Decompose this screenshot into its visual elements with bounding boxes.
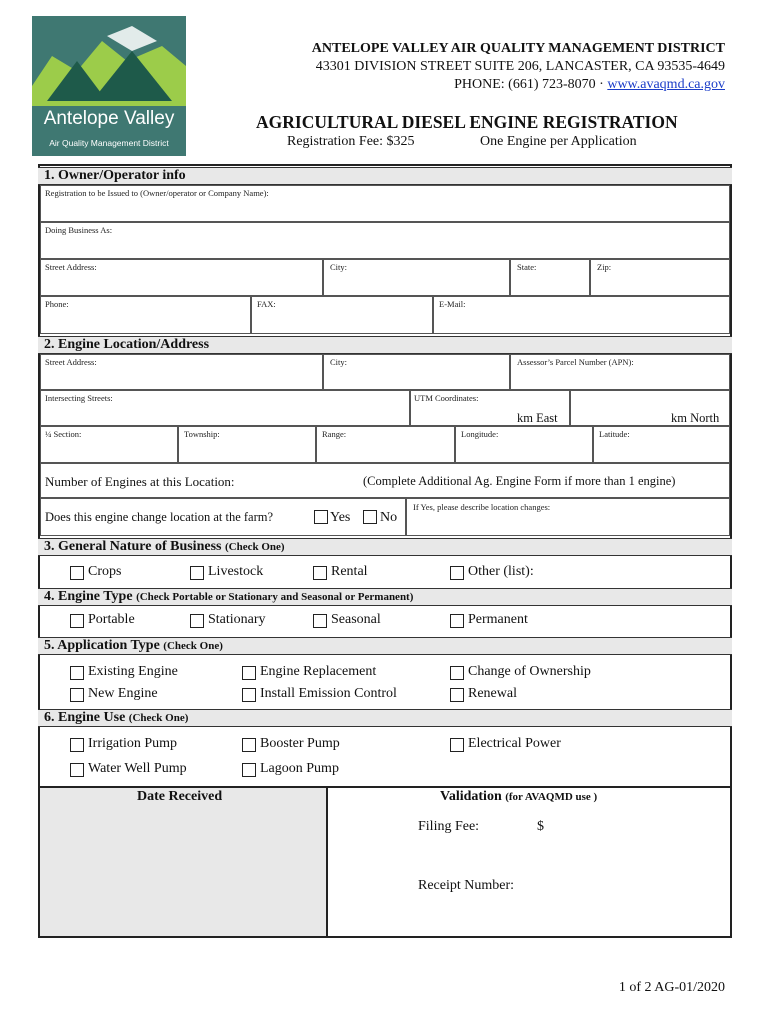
website-link[interactable]: www.avaqmd.ca.gov — [607, 77, 725, 92]
filing-fee-label: Filing Fee: — [418, 819, 480, 834]
section-business-nature: 3. General Nature of Business (Check One) — [38, 538, 732, 556]
section-engine-use: 6. Engine Use (Check One) — [38, 709, 732, 727]
owner-city-field[interactable]: City: — [323, 259, 510, 296]
install-emission-control-label: Install Emission Control — [260, 686, 397, 701]
office-use-vertical-divider — [326, 786, 328, 938]
township-field[interactable]: Township: — [178, 426, 316, 463]
stationary-checkbox[interactable] — [190, 614, 204, 628]
owner-zip-field[interactable]: Zip: — [590, 259, 730, 296]
existing-engine-label: Existing Engine — [88, 664, 178, 679]
owner-state-field[interactable]: State: — [510, 259, 590, 296]
one-engine-note: One Engine per Application — [480, 134, 637, 149]
irrigation-pump-label: Irrigation Pump — [88, 736, 178, 751]
booster-pump-checkbox[interactable] — [242, 738, 256, 752]
apn-field[interactable]: Assessor’s Parcel Number (APN): — [510, 354, 730, 390]
location-change-question: Does this engine change location at the farm? — [40, 498, 406, 536]
seasonal-checkbox[interactable] — [313, 614, 327, 628]
org-address: 43301 DIVISION STREET SUITE 206, LANCASTER, CA 93535-4649 — [315, 59, 725, 74]
filing-fee-dollar: $ — [537, 819, 544, 834]
validation-label: Validation (for AVAQMD use ) — [440, 789, 598, 804]
engine-replacement-label: Engine Replacement — [260, 664, 377, 679]
location-change-no-checkbox[interactable] — [363, 510, 377, 524]
complete-additional-note: (Complete Additional Ag. Engine Form if more than 1 engine) — [363, 474, 676, 488]
new-engine-label: New Engine — [88, 686, 158, 701]
booster-pump-label: Booster Pump — [260, 736, 340, 751]
latitude-field[interactable]: Latitude: — [593, 426, 730, 463]
dba-field[interactable]: Doing Business As: — [40, 222, 730, 259]
seasonal-label: Seasonal — [331, 612, 381, 627]
electrical-power-checkbox[interactable] — [450, 738, 464, 752]
electrical-power-label: Electrical Power — [468, 736, 561, 751]
utm-north-field[interactable] — [570, 390, 730, 426]
renewal-label: Renewal — [468, 686, 517, 701]
org-name: ANTELOPE VALLEY AIR QUALITY MANAGEMENT DISTRICT — [311, 41, 725, 56]
lagoon-pump-label: Lagoon Pump — [260, 761, 339, 776]
owner-phone-field[interactable]: Phone: — [40, 296, 251, 334]
registration-to-field[interactable]: Registration to be Issued to (Owner/operator or Company Name): — [40, 185, 730, 222]
install-emission-control-checkbox[interactable] — [242, 688, 256, 702]
water-well-pump-label: Water Well Pump — [88, 761, 187, 776]
owner-email-field[interactable]: E-Mail: — [433, 296, 730, 334]
other-checkbox[interactable] — [450, 566, 464, 580]
engine-city-field[interactable]: City: — [323, 354, 510, 390]
renewal-checkbox[interactable] — [450, 688, 464, 702]
range-field[interactable]: Range: — [316, 426, 455, 463]
section-engine-location: 2. Engine Location/Address — [38, 336, 732, 354]
date-received-label: Date Received — [137, 789, 223, 804]
other-label: Other (list): — [468, 564, 534, 579]
org-phone: PHONE: (661) 723-8070 · — [454, 77, 604, 92]
date-received-box[interactable] — [40, 788, 326, 936]
permanent-checkbox[interactable] — [450, 614, 464, 628]
engine-replacement-checkbox[interactable] — [242, 666, 256, 680]
portable-checkbox[interactable] — [70, 614, 84, 628]
form-title: AGRICULTURAL DIESEL ENGINE REGISTRATION — [256, 112, 678, 132]
rental-checkbox[interactable] — [313, 566, 327, 580]
utm-east-field[interactable]: UTM Coordinates: km East — [410, 390, 570, 426]
livestock-label: Livestock — [208, 564, 264, 579]
existing-engine-checkbox[interactable] — [70, 666, 84, 680]
section-application-type: 5. Application Type (Check One) — [38, 637, 732, 655]
quarter-section-field[interactable]: ¼ Section: — [40, 426, 178, 463]
lagoon-pump-checkbox[interactable] — [242, 763, 256, 777]
change-ownership-checkbox[interactable] — [450, 666, 464, 680]
rental-label: Rental — [331, 564, 368, 579]
section-engine-type: 4. Engine Type (Check Portable or Stationary and Seasonal or Permanent) — [38, 588, 732, 606]
receipt-number-label: Receipt Number: — [418, 878, 515, 893]
change-ownership-label: Change of Ownership — [468, 664, 591, 679]
intersecting-streets-field[interactable]: Intersecting Streets: — [40, 390, 410, 426]
no-label: No — [380, 510, 398, 525]
engine-street-field[interactable]: Street Address: — [40, 354, 323, 390]
location-change-description-field[interactable]: If Yes, please describe location changes: — [406, 498, 730, 536]
org-contact — [200, 76, 725, 94]
new-engine-checkbox[interactable] — [70, 688, 84, 702]
yes-label: Yes — [330, 510, 351, 525]
crops-label: Crops — [88, 564, 122, 579]
irrigation-pump-checkbox[interactable] — [70, 738, 84, 752]
page-footer: 1 of 2 AG-01/2020 — [618, 980, 725, 995]
portable-label: Portable — [88, 612, 135, 627]
logo-title: Antelope Valley — [43, 108, 175, 129]
livestock-checkbox[interactable] — [190, 566, 204, 580]
permanent-label: Permanent — [468, 612, 528, 627]
water-well-pump-checkbox[interactable] — [70, 763, 84, 777]
km-north-unit: km North — [671, 411, 720, 425]
logo-subtitle: Air Quality Management District — [49, 138, 169, 148]
owner-fax-field[interactable]: FAX: — [251, 296, 433, 334]
owner-street-field[interactable]: Street Address: — [40, 259, 323, 296]
longitude-field[interactable]: Longitude: — [455, 426, 593, 463]
crops-checkbox[interactable] — [70, 566, 84, 580]
registration-fee: Registration Fee: $325 — [287, 134, 415, 149]
num-engines-field[interactable]: Number of Engines at this Location: (Complete Additional Ag. Engine Form if more than 1 engine) — [40, 463, 730, 498]
km-east-unit: km East — [517, 411, 558, 425]
stationary-label: Stationary — [208, 612, 266, 627]
location-change-yes-checkbox[interactable] — [314, 510, 328, 524]
district-logo — [32, 16, 186, 156]
mountain-logo-graphic — [32, 16, 186, 156]
section-owner-operator: 1. Owner/Operator info — [38, 167, 732, 185]
